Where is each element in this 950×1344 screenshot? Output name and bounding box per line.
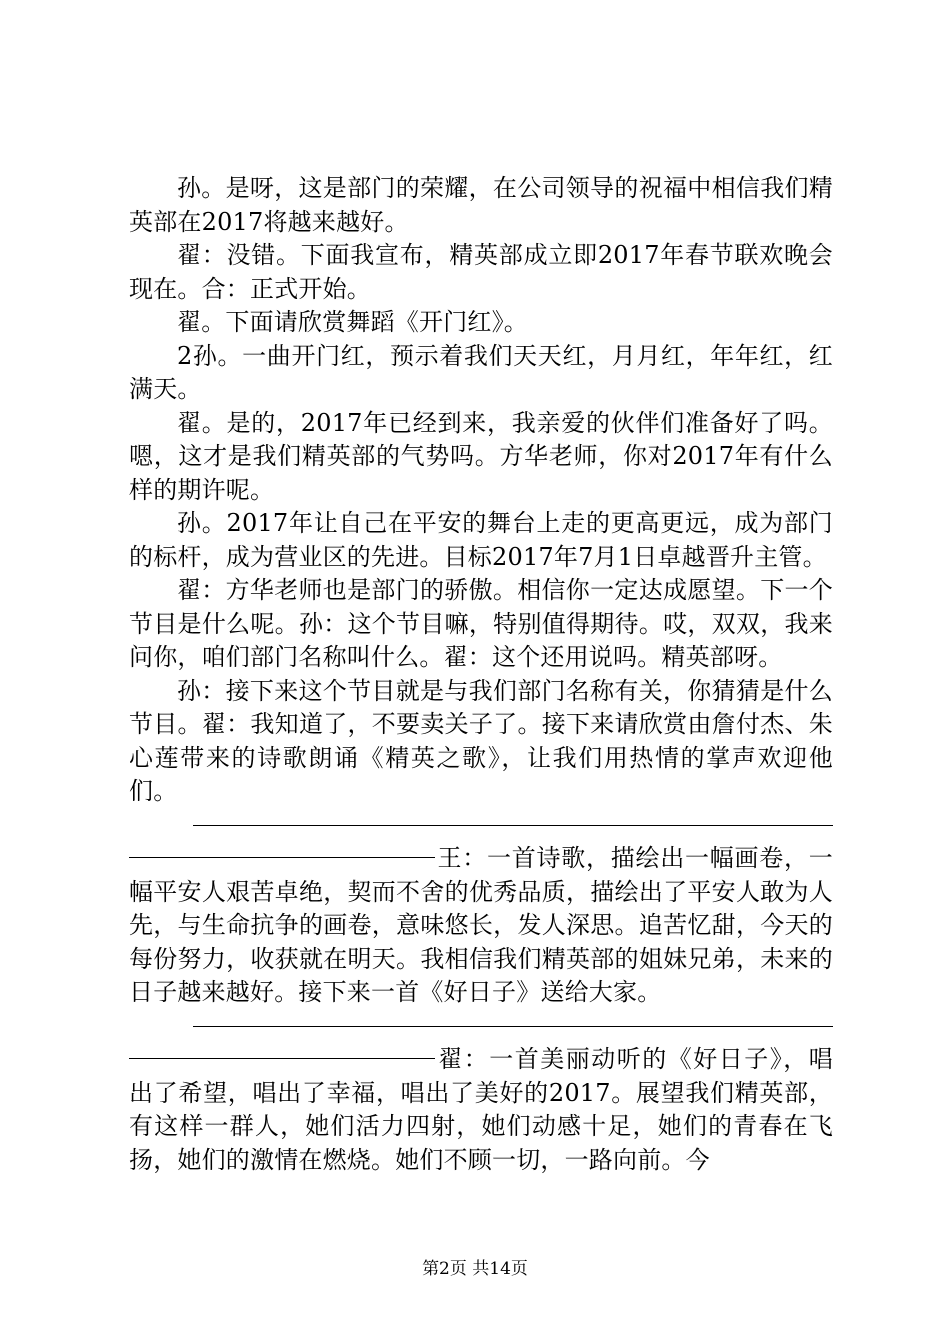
- paragraph: 翟：没错。下面我宣布，精英部成立即2017年春节联欢晚会现在。合：正式开始。: [129, 241, 833, 303]
- paragraph: 2孙。一曲开门红，预示着我们天天红，月月红，年年红，红满天。: [129, 341, 833, 403]
- paragraph-section-b: [129, 1043, 833, 1177]
- section-divider: [129, 1010, 833, 1044]
- paragraph: 翟。下面请欣赏舞蹈《开门红》。: [177, 308, 528, 336]
- section-a-text: 王：一首诗歌，描绘出一幅画卷，一幅平安人艰苦卓绝，契而不舍的优秀品质，描绘出了平安人敢为人先，与生命抗争的画卷，意味悠长，发人深思。追苦忆甜，今天的每份努力，收获就在明天。我相信我们精英部的姐妹兄弟，未来的日子越来越好。接下来一首《好日子》送给大家。: [129, 844, 833, 1006]
- page-footer: 第2页 共14页: [422, 1259, 528, 1279]
- divider-line: [129, 857, 435, 858]
- paragraph: 孙：接下来这个节目就是与我们部门名称有关，你猜猜是什么节目。翟：我知道了，不要卖关子了。接下来请欣赏由詹付杰、朱心莲带来的诗歌朗诵《精英之歌》，让我们用热情的掌声欢迎他们。: [129, 676, 833, 805]
- paragraph: 翟。是的，2017年已经到来，我亲爱的伙伴们准备好了吗。嗯，这才是我们精英部的气势吗。方华老师，你对2017年有什么样的期许呢。: [129, 408, 833, 504]
- paragraph: 翟：方华老师也是部门的骄傲。相信你一定达成愿望。下一个节目是什么呢。孙：这个节目嘛，特别值得期待。哎，双双，我来问你，咱们部门名称叫什么。翟：这个还用说吗。精英部呀。: [129, 576, 833, 671]
- section-b-text: 翟：一首美丽动听的《好日子》，唱出了希望，唱出了幸福，唱出了美好的2017。展望我们精英部，有这样一群人，她们活力四射，她们动感十足，她们的青春在飞扬，她们的激情在燃烧。她们不顾一切，一路向前。今: [129, 1045, 833, 1174]
- paragraph: 孙。2017年让自己在平安的舞台上走的更高更远，成为部门的标杆，成为营业区的先进。目标2017年7月1日卓越晋升主管。: [129, 509, 833, 571]
- paragraph: 孙。是呀，这是部门的荣耀，在公司领导的祝福中相信我们精英部在2017将越来越好。: [129, 174, 833, 236]
- section-divider: [129, 809, 833, 843]
- document-body: [129, 172, 833, 1177]
- divider-line: [129, 1058, 435, 1059]
- paragraph-section-a: [129, 842, 833, 1010]
